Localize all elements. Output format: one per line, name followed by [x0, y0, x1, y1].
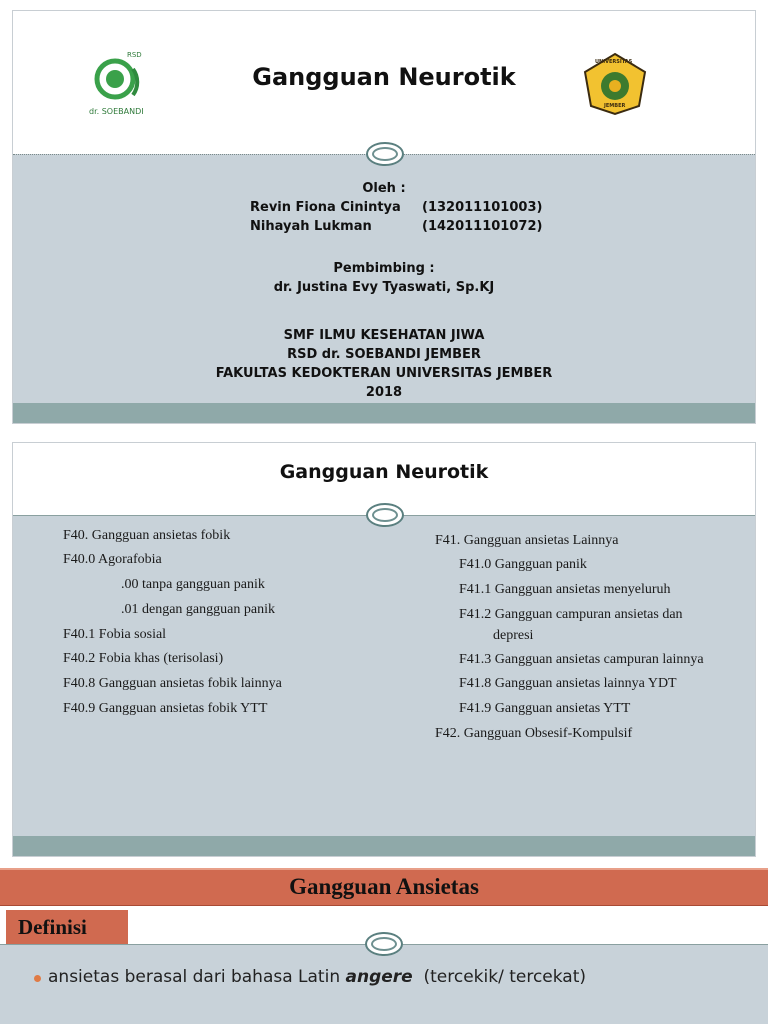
- left-item-2: F40.0 Agorafobia: [63, 552, 162, 567]
- definisi-bullet: [48, 967, 586, 987]
- right-item-8: F41.9 Gangguan ansietas YTT: [459, 701, 631, 716]
- left-item-4: .01 dengan gangguan panik: [121, 602, 275, 617]
- right-item-3: F41.1 Gangguan ansietas menyeluruh: [459, 582, 671, 597]
- bullet-text-post: (tercekik/ tercekat): [412, 967, 587, 987]
- oleh-label: Oleh :: [362, 181, 406, 196]
- institution-line-1: SMF ILMU KESEHATAN JIWA: [283, 328, 485, 343]
- ansietas-banner-title: Gangguan Ansietas: [289, 874, 479, 899]
- unej-logo-bottom: JEMBER: [604, 103, 626, 109]
- right-item-2: F41.0 Gangguan panik: [459, 557, 587, 572]
- bullet-icon: [34, 975, 41, 982]
- left-item-6: F40.2 Fobia khas (terisolasi): [63, 651, 224, 666]
- slide2-bottom-bar: [13, 836, 755, 857]
- left-item-8: F40.9 Gangguan ansietas fobik YTT: [63, 701, 268, 716]
- left-item-3: .00 tanpa gangguan panik: [121, 577, 265, 592]
- right-item-9: F42. Gangguan Obsesif-Kompulsif: [435, 726, 633, 741]
- right-item-7: F41.8 Gangguan ansietas lainnya YDT: [459, 676, 677, 691]
- pembimbing-label: Pembimbing :: [333, 261, 435, 276]
- left-item-7: F40.8 Gangguan ansietas fobik lainnya: [63, 676, 282, 691]
- left-item-5: F40.1 Fobia sosial: [63, 627, 167, 642]
- slide-title: [12, 10, 756, 424]
- right-item-6: F41.3 Gangguan ansietas campuran lainnya: [459, 652, 704, 667]
- slide2-title: Gangguan Neurotik: [279, 461, 489, 483]
- author-1-name: Revin Fiona Cinintya: [250, 200, 401, 215]
- institution-line-3: FAKULTAS KEDOKTERAN UNIVERSITAS JEMBER: [215, 366, 553, 381]
- definisi-label: Definisi: [18, 915, 87, 939]
- bullet-text-em: angere: [345, 967, 413, 987]
- rsd-logo-bottom: dr. SOEBANDI: [89, 107, 144, 116]
- right-item-1: F41. Gangguan ansietas Lainnya: [435, 533, 619, 548]
- slide1-bottom-bar: [13, 403, 755, 424]
- author-2-name: Nihayah Lukman: [250, 219, 372, 234]
- slide-header: [13, 11, 755, 154]
- rsd-logo-top: RSD: [127, 51, 142, 59]
- right-item-5: depresi: [493, 628, 534, 643]
- author-1-id: (132011101003): [422, 200, 543, 215]
- slide1-ring: [366, 142, 404, 166]
- slide-classification: [12, 442, 756, 857]
- definisi-tag: [6, 910, 128, 944]
- bullet-text-pre: ansietas berasal dari bahasa Latin: [48, 967, 346, 987]
- slide-ansietas: [0, 868, 768, 1024]
- pembimbing-name: dr. Justina Evy Tyaswati, Sp.KJ: [273, 280, 495, 295]
- unej-logo-top: UNIVERSITAS: [595, 59, 633, 65]
- unej-logo: [581, 52, 649, 116]
- institution-line-4: 2018: [365, 385, 403, 400]
- right-item-4: F41.2 Gangguan campuran ansietas dan: [459, 607, 683, 622]
- slide1-title: Gangguan Neurotik: [252, 63, 516, 91]
- left-item-1: F40. Gangguan ansietas fobik: [63, 528, 231, 543]
- author-2-id: (142011101072): [422, 219, 543, 234]
- slide3-ring: [365, 932, 403, 956]
- ansietas-banner: [0, 868, 768, 906]
- institution-line-2: RSD dr. SOEBANDI JEMBER: [287, 347, 481, 362]
- slide2-ring: [366, 503, 404, 527]
